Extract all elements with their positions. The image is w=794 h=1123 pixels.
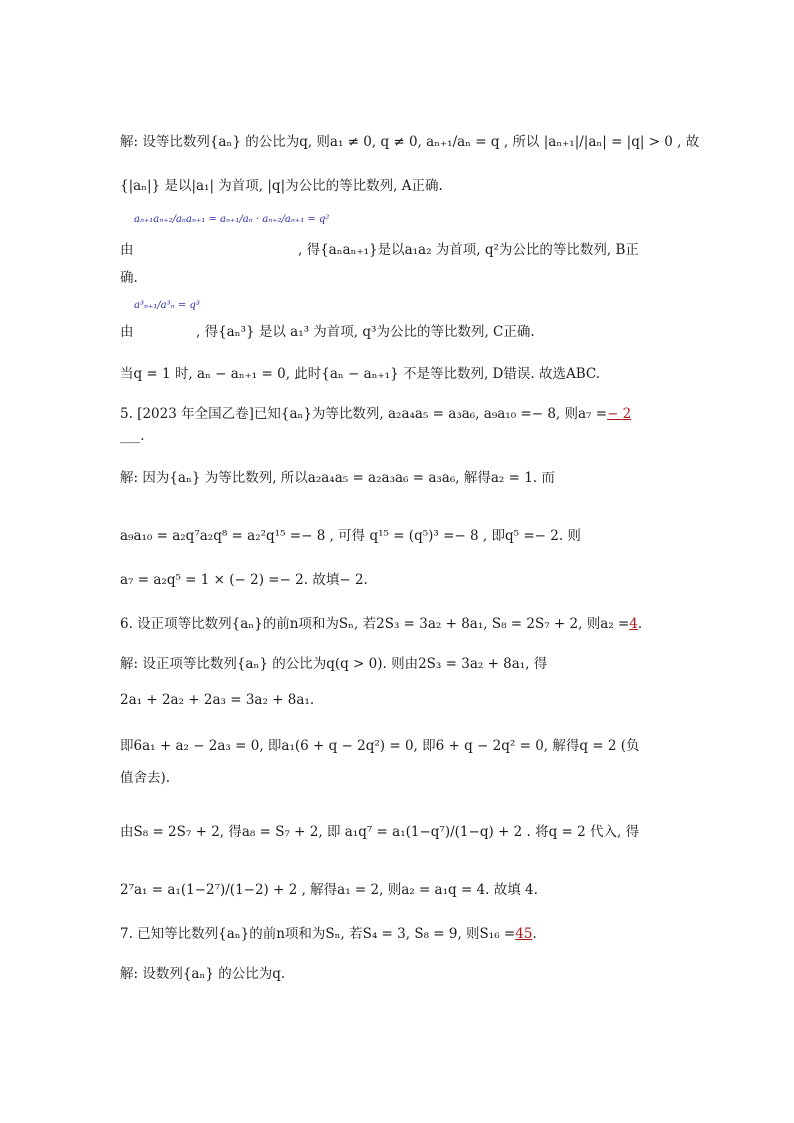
solution-line-5: , 得{aₙ³} 是以 a₁³ 为首项, q³为公比的等比数列, C正确. xyxy=(196,324,535,340)
problem-6-solution-1: 解: 设正项等比数列{aₙ} 的公比为q(q > 0). 则由2S₃ = 3a₂ + 8a₁, 得 xyxy=(120,656,548,672)
solution-line-2: {|aₙ|} 是以|a₁| 为首项, |q|为公比的等比数列, A正确. xyxy=(120,178,443,194)
formula-c-fraction: a³ₙ₊₁/a³ₙ = q³ xyxy=(134,300,200,311)
solution-line-6: 当q = 1 时, aₙ − aₙ₊₁ = 0, 此时{aₙ − aₙ₊₁} 不是等比数列, D错误. 故选ABC. xyxy=(120,366,601,382)
problem-6-solution-3: 即6a₁ + a₂ − 2a₃ = 0, 即a₁(6 + q − 2q²) = 0, 即6 + q − 2q² = 0, 解得q = 2 (负 xyxy=(120,738,640,754)
solution-line-3: , 得{aₙaₙ₊₁}是以a₁a₂ 为首项, q²为公比的等比数列, B正 xyxy=(298,242,639,258)
problem-6-solution-6: 2⁷a₁ = a₁(1−2⁷)/(1−2) + 2 , 解得a₁ = 2, 则a₂ = a₁q = 4. 故填 4. xyxy=(120,882,538,898)
formula-b-fraction: aₙ₊₁aₙ₊₂/aₙaₙ₊₁ = aₙ₊₁/aₙ · aₙ₊₂/aₙ₊₁ = q² xyxy=(134,214,330,225)
problem-6-text: 6. 设正项等比数列{aₙ}的前n项和为Sₙ, 若2S₃ = 3a₂ + 8a₁, S₈ = 2S₇ + 2, 则a₂ = xyxy=(120,616,630,632)
problem-6-answer: 4 xyxy=(629,616,638,632)
solution-line-4: 确. xyxy=(120,270,138,286)
problem-5-solution-2: a₉a₁₀ = a₂q⁷a₂q⁸ = a₂²q¹⁵ =− 8 , 可得 q¹⁵ = (q⁵)³ =− 8 , 即q⁵ =− 2. 则 xyxy=(120,528,581,544)
problem-7-solution-1: 解: 设数列{aₙ} 的公比为q. xyxy=(120,966,286,982)
problem-5-blank: ___. xyxy=(120,428,145,444)
solution-line-3-prefix: 由 xyxy=(120,242,134,258)
problem-6-solution-2: 2a₁ + 2a₂ + 2a₃ = 3a₂ + 8a₁. xyxy=(120,692,315,708)
problem-5-answer: − 2 xyxy=(607,406,632,422)
problem-5-question xyxy=(120,402,631,422)
problem-5-solution-1: 解: 因为{aₙ} 为等比数列, 所以a₂a₄a₅ = a₂a₃a₆ = a₃a₆, 解得a₂ = 1. 而 xyxy=(120,470,555,486)
problem-6-solution-4: 值舍去). xyxy=(120,770,171,786)
problem-7-text: 7. 已知等比数列{aₙ}的前n项和为Sₙ, 若S₄ = 3, S₈ = 9, 则S₁₆ = xyxy=(120,926,516,942)
problem-5-text: 5. [2023 年全国乙卷]已知{aₙ}为等比数列, a₂a₄a₅ = a₃a₆, a₉a₁₀ =− 8, 则a₇ = xyxy=(120,406,608,422)
problem-6-solution-5: 由S₈ = 2S₇ + 2, 得a₈ = S₇ + 2, 即 a₁q⁷ = a₁(1−q⁷)/(1−q) + 2 . 将q = 2 代入, 得 xyxy=(120,824,640,840)
problem-6-question: 6. 设正项等比数列{aₙ}的前n项和为Sₙ, 若2S₃ = 3a₂ + 8a₁, S₈ = 2S₇ + 2, 则a₂ =4. xyxy=(120,616,643,632)
problem-7-answer: 45 xyxy=(515,926,533,942)
problem-5-solution-3: a₇ = a₂q⁵ = 1 × (− 2) =− 2. 故填− 2. xyxy=(120,572,368,588)
problem-7-question: 7. 已知等比数列{aₙ}的前n项和为Sₙ, 若S₄ = 3, S₈ = 9, 则S₁₆ =45. xyxy=(120,926,537,942)
solution-line-1: 解: 设等比数列{aₙ} 的公比为q, 则a₁ ≠ 0, q ≠ 0, aₙ₊₁/aₙ = q , 所以 |aₙ₊₁|/|aₙ| = |q| > 0 , 故 xyxy=(120,134,700,150)
solution-line-5-prefix: 由 xyxy=(120,324,134,340)
